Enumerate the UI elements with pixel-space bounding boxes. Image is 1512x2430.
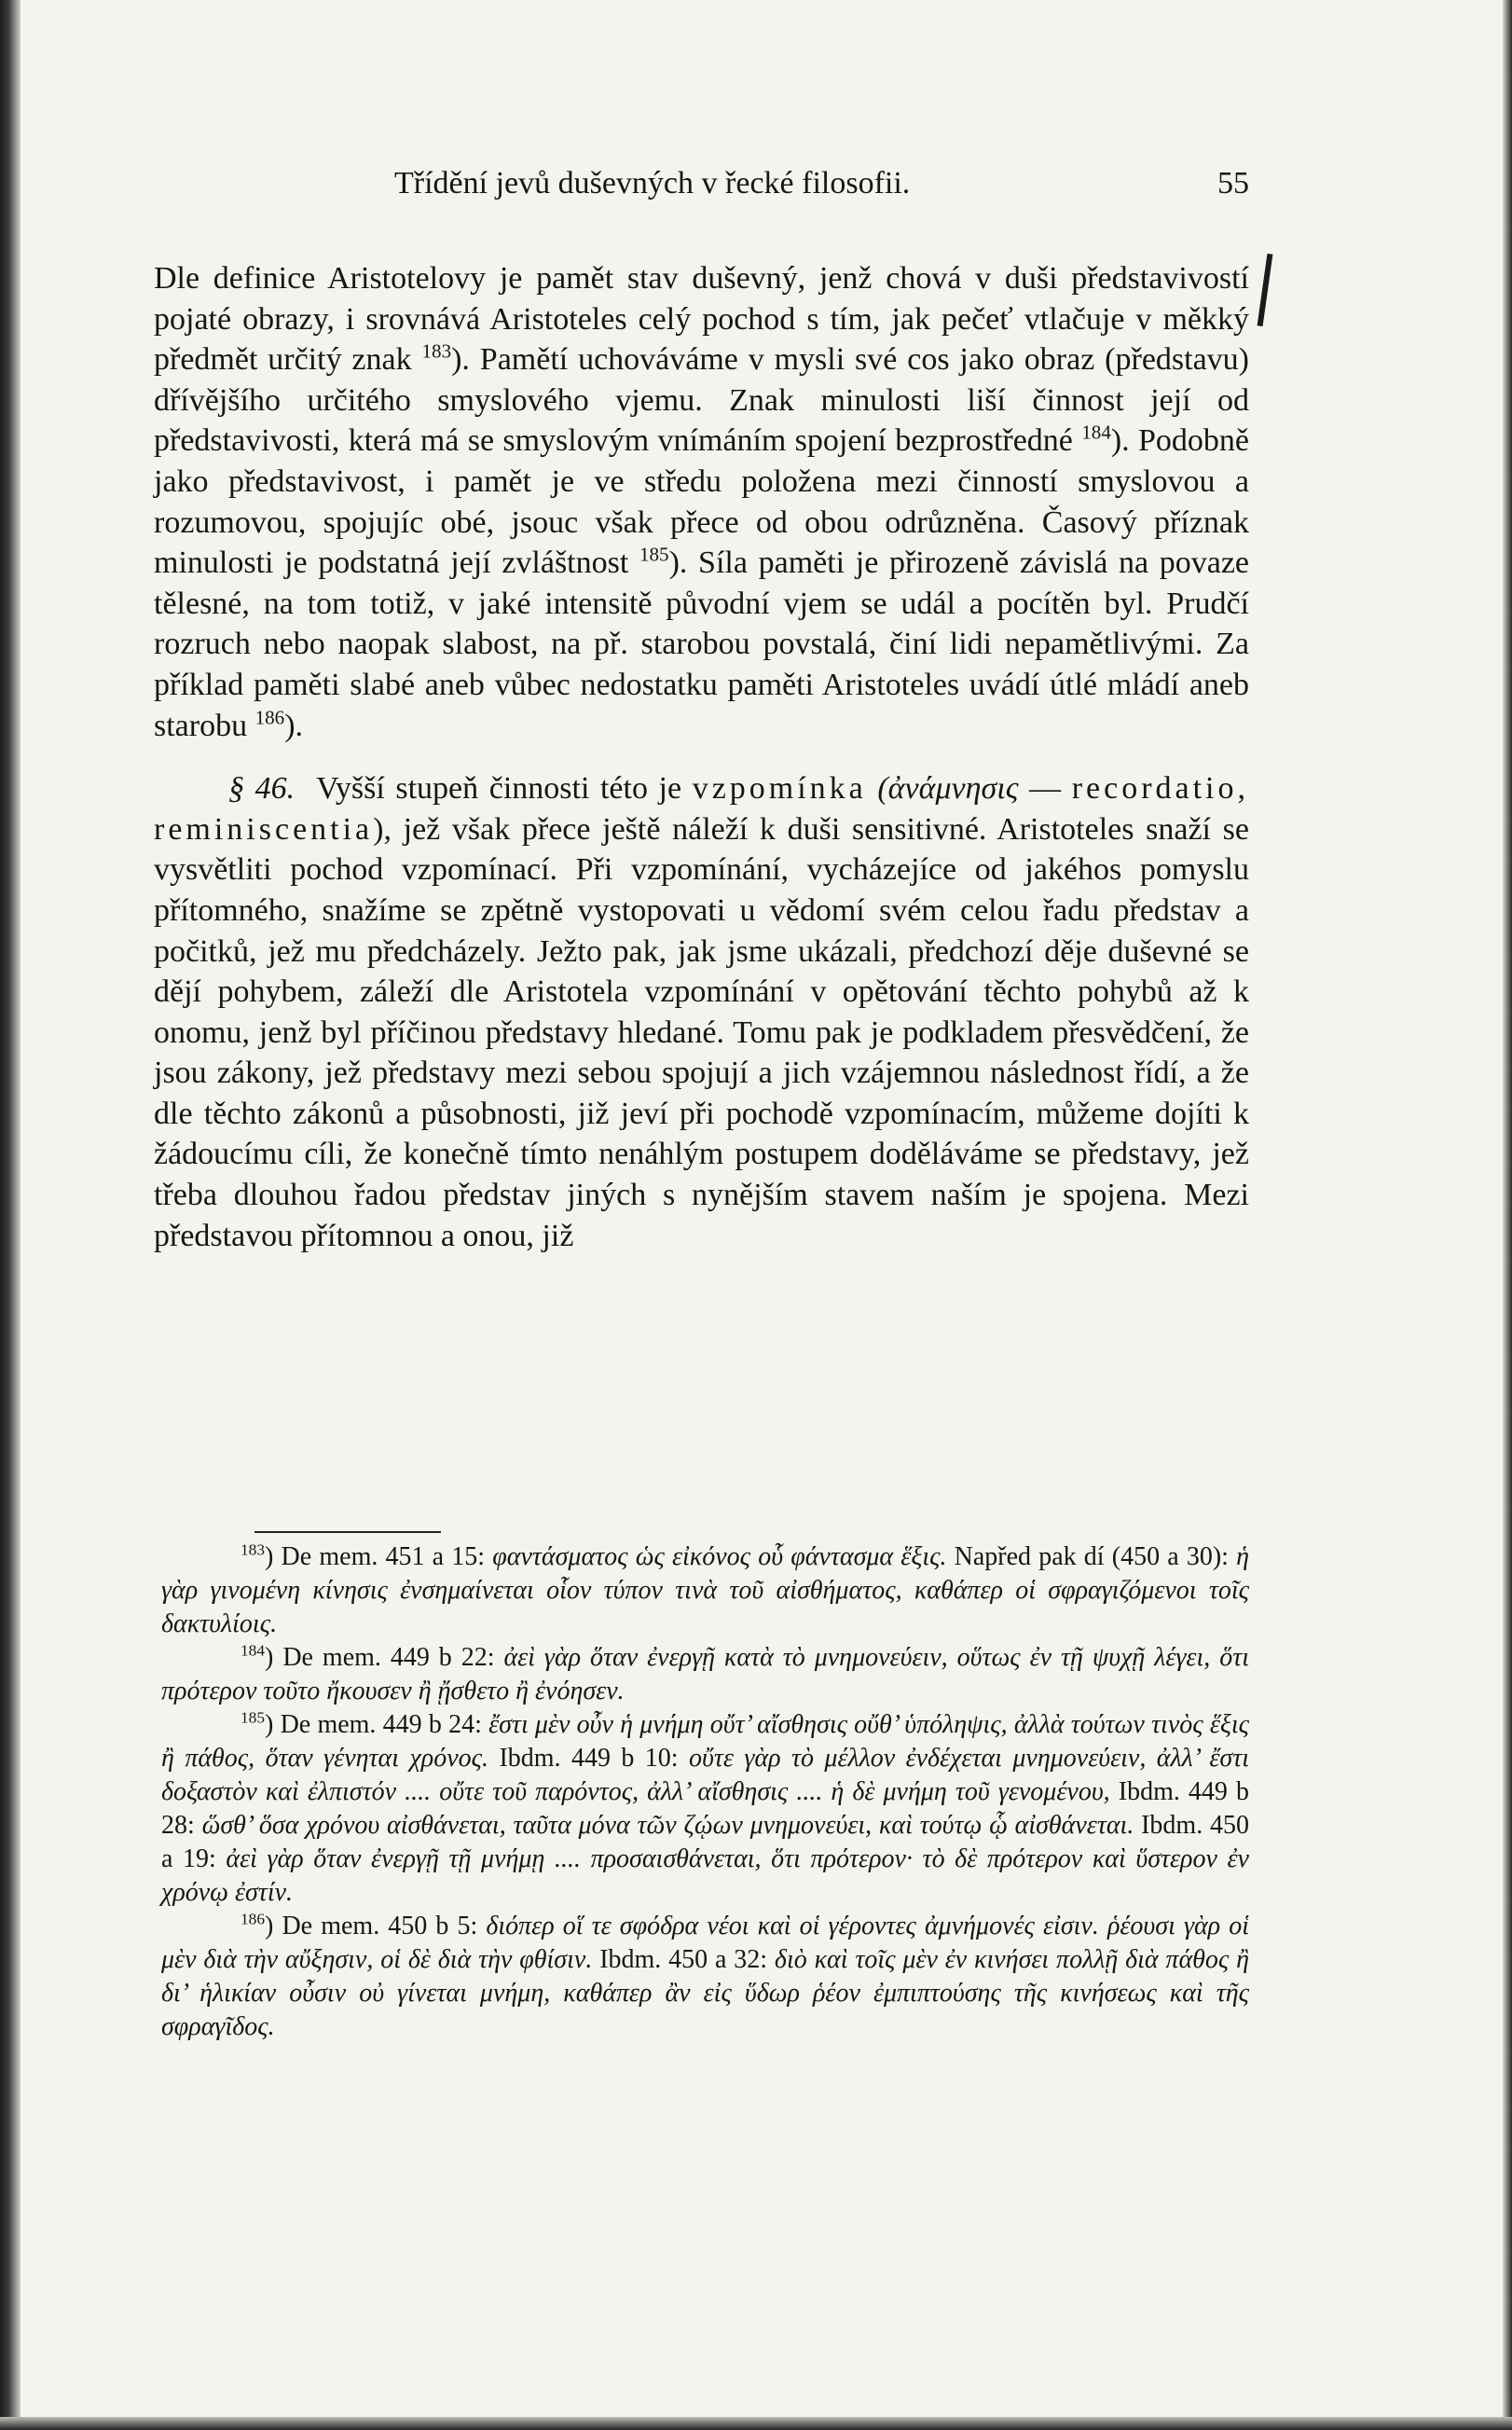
paragraph-text: ). [284,708,304,743]
footnote-183 [161,1540,1249,1641]
footnote-ref-183: 183 [421,339,452,363]
footnote-mark: 186 [241,1910,266,1928]
footnote-185 [161,1708,1249,1910]
footnotes [161,1540,1249,2044]
section-number: § 46. [228,771,296,807]
footnote-text: ) De mem. 450 b 5: [265,1912,478,1940]
footnote-text: Napřed pak dí (450 a 30): [954,1542,1229,1571]
footnote-text: Ibdm. 449 b 28: [161,1777,1250,1840]
footnote-text: ) De mem. 449 b 22: [265,1643,495,1672]
body-text [154,258,1249,1256]
page-edge-left [0,0,21,2430]
greek-term: (ἀνάμνησις [877,771,1019,807]
footnote-text: Ibdm. 450 a 32: [599,1945,768,1974]
greek-quote: οὔτε γὰρ τὸ μέλλον ἐνδέχεται μνημονεύειν, ἀλλ’ ἔστι δοξαστὸν καὶ ἐλπιστόν .... οὔτε τοῦ παρόντος, ἀλλ’ αἴσθησις .... ἡ δὲ μνήμη τοῦ γενομένου, [161,1744,1250,1806]
paragraph-memory [154,258,1249,746]
running-title: Třídění jevů duševných v řecké filosofii. [394,166,911,200]
paragraph-text: ). Podobně jako představivost, i pamět je ve středu položena mezi činností smyslovou a rozumovou, spojujíc obé, jsouc však přece od obou odrůzněna. Časový příznak minulosti je podstatná její zvláštnost [154,423,1250,581]
footnote-184 [161,1641,1249,1708]
page-edge-right [1503,0,1512,2430]
footnote-186 [161,1910,1249,2044]
margin-mark [1258,254,1273,326]
footnote-text: ) De mem. 449 b 24: [265,1710,482,1739]
footnote-mark: 185 [241,1708,266,1727]
greek-quote: ἡ γὰρ γινομένη κίνησις ἐνσημαίνεται οἷον τύπον τινὰ τοῦ αἰσθήματος, καθάπερ οἱ σφραγιζόμενοι τοῖς δακτυλίοις. [161,1542,1250,1638]
paragraph-text: Vyšší stupeň činnosti této je [316,771,682,807]
paragraph-text: ), jež však přece ještě náleží k duši sensitivné. Aristoteles snaží se vysvětliti pochod vzpomínací. Při vzpomínání, vycházejíce od jakéhos pomyslu přítomného, snažíme se zpětně vystopovati u vědomí svém celou řadu představ a počitků, jež mu předcházely. Ježto pak, jak jsme ukázali, předchozí děje duševné se dějí pohybem, záleží dle Aristotela vzpomínání v opětování těchto pohybů až k onomu, jenž byl příčinou představy hledané. Tomu pak je podkladem přesvědčení, že jsou zákony, jež představy mezi sebou spojují a jich vzájemnou následnost řídí, a že dle těchto zákonů a působnosti, již jeví při pochodě vzpomínacím, můžeme dojíti k žádoucímu cíli, že konečně tímto nenáhlým postupem doděláváme se představy, jež třeba dlouhou řadou představ jiných s nynějším stavem naším je spojena. Mezi představou přítomnou a onou, již [154,811,1249,1253]
greek-quote: ἔστι μὲν οὖν ἡ μνήμη οὔτ’ αἴσθησις οὔθ’ ὑπόληψις, ἀλλὰ τούτων τινὸς ἕξις ἢ πάθος, ὅταν γένηται χρόνος. [161,1710,1249,1773]
footnote-mark: 183 [241,1540,266,1559]
footnote-separator [254,1531,441,1533]
footnote-ref-186: 186 [254,706,285,729]
paragraph-text: ). Síla paměti je přirozeně závislá na povaze tělesné, na tom totiž, v jaké intensitě původní vjem se udál a pocítěn byl. Prudčí rozruch nebo naopak slabost, na př. starobou povstalá, činí lidi nepamětlivými. Za příklad paměti slabé aneb vůbec nedostatku paměti Aristoteles uvádí útlé mládí aneb starobu [154,545,1250,743]
footnote-text: Ibdm. 449 b 10: [499,1744,679,1773]
footnote-mark: 184 [241,1641,266,1660]
paragraph-text: Dle definice Aristotelovy je pamět stav duševný, jenž chová v duši představivostí pojaté obrazy, i srovnává Aristoteles celý pochod s tím, jak pečeť vtlačuje v měkký předmět určitý znak [154,261,1249,378]
greek-quote: φαντάσματος ὡς εἰκόνος οὗ φάντασμα ἕξις. [492,1542,947,1571]
footnote-text: ) De mem. 451 a 15: [265,1542,486,1571]
greek-quote: ἀεὶ γὰρ ὅταν ἐνεργῇ κατὰ τὸ μνημονεύειν, οὕτως ἐν τῇ ψυχῇ λέγει, ὅτι πρότερον τοῦτο ἤκουσεν ἢ ᾔσθετο ἢ ἐνόησεν. [161,1643,1249,1705]
greek-quote: ὥσθ’ ὅσα χρόνου αἰσθάνεται, ταῦτα μόνα τῶν ζῴων μνημονεύει, καὶ τούτῳ ᾧ αἰσθάνεται. [201,1811,1134,1840]
footnote-ref-184: 184 [1081,421,1111,445]
greek-quote: ἀεὶ γὰρ ὅταν ἐνεργῇ τῇ μνήμῃ .... προσαισθάνεται, ὅτι πρότερον· τὸ δὲ πρότερον καὶ ὕστερον ἐν χρόνῳ ἐστίν. [161,1844,1249,1907]
running-header [154,166,1249,207]
section-gap [154,746,1249,768]
paragraph-text: ). Pamětí uchováváme v mysli své cos jako obraz (představu) dřívějšího určitého smyslového vjemu. Znak minulosti liší činnost její od představivosti, která má se smyslovým vnímáním spojení bezprostředné [154,342,1249,459]
greek-quote: διὸ καὶ τοῖς μὲν ἐν κινήσει πολλῇ διὰ πάθος ἢ δι’ ἡλικίαν οὖσιν οὐ γίνεται μνήμη, καθάπερ ἂν εἰς ὕδωρ ῥέον ἐμπιπτούσης τῆς κινήσεως καὶ τῆς σφραγῖδος. [161,1945,1250,2041]
greek-quote: διόπερ οἵ τε σφόδρα νέοι καὶ οἱ γέροντες ἀμνήμονές εἰσιν. ῥέουσι γὰρ οἱ μὲν διὰ τὴν αὔξησιν, οἱ δὲ διὰ τὴν φθίσιν. [161,1912,1249,1974]
page-edge-bottom [0,2417,1512,2430]
term-latin: recordatio, reminiscentia [154,771,1249,847]
paragraph-recollection [154,768,1249,1256]
footnote-text: Ibdm. 450 a 19: [161,1811,1249,1873]
page-number: 55 [1217,166,1249,200]
dash: — [1029,771,1062,807]
term-vzpominka: vzpomínka [692,771,867,807]
footnote-ref-185: 185 [639,543,669,566]
